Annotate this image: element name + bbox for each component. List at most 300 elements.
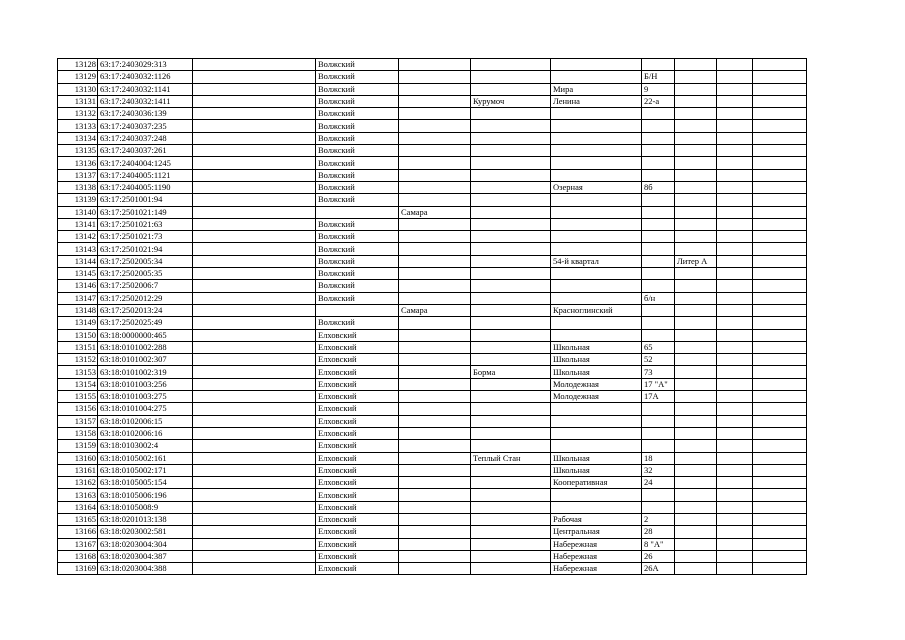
cell-c[interactable] — [193, 341, 316, 353]
locality-cell[interactable] — [471, 440, 551, 452]
building-cell[interactable] — [675, 378, 717, 390]
cadastral-number-cell[interactable]: 63:18:0103002:4 — [98, 440, 193, 452]
street-cell[interactable] — [551, 132, 642, 144]
cell-c[interactable] — [193, 501, 316, 513]
cell-j[interactable] — [717, 132, 753, 144]
cadastral-number-cell[interactable]: 63:18:0203002:581 — [98, 526, 193, 538]
district-cell[interactable]: Елховский — [316, 403, 399, 415]
house-cell[interactable] — [642, 403, 675, 415]
district-cell[interactable]: Елховский — [316, 378, 399, 390]
cell-k[interactable] — [753, 329, 807, 341]
row-number-cell[interactable]: 13137 — [58, 169, 98, 181]
district-cell[interactable]: Волжский — [316, 59, 399, 71]
building-cell[interactable] — [675, 268, 717, 280]
city-cell[interactable] — [399, 317, 471, 329]
cell-k[interactable] — [753, 513, 807, 525]
house-cell[interactable] — [642, 206, 675, 218]
cell-j[interactable] — [717, 366, 753, 378]
locality-cell[interactable]: Теплый Стан — [471, 452, 551, 464]
cell-k[interactable] — [753, 489, 807, 501]
house-cell[interactable] — [642, 501, 675, 513]
cell-j[interactable] — [717, 403, 753, 415]
locality-cell[interactable] — [471, 218, 551, 230]
street-cell[interactable]: Кооперативная — [551, 477, 642, 489]
cell-j[interactable] — [717, 341, 753, 353]
cell-c[interactable] — [193, 280, 316, 292]
row-number-cell[interactable]: 13149 — [58, 317, 98, 329]
building-cell[interactable] — [675, 464, 717, 476]
city-cell[interactable] — [399, 95, 471, 107]
cadastral-number-cell[interactable]: 63:17:2403037:261 — [98, 145, 193, 157]
locality-cell[interactable] — [471, 132, 551, 144]
building-cell[interactable] — [675, 354, 717, 366]
city-cell[interactable] — [399, 415, 471, 427]
district-cell[interactable]: Елховский — [316, 526, 399, 538]
street-cell[interactable]: Набережная — [551, 538, 642, 550]
cadastral-number-cell[interactable]: 63:18:0105005:154 — [98, 477, 193, 489]
row-number-cell[interactable]: 13157 — [58, 415, 98, 427]
city-cell[interactable] — [399, 464, 471, 476]
cadastral-number-cell[interactable]: 63:17:2502005:35 — [98, 268, 193, 280]
cell-k[interactable] — [753, 403, 807, 415]
street-cell[interactable] — [551, 231, 642, 243]
cell-c[interactable] — [193, 354, 316, 366]
cell-j[interactable] — [717, 108, 753, 120]
district-cell[interactable]: Елховский — [316, 452, 399, 464]
row-number-cell[interactable]: 13139 — [58, 194, 98, 206]
locality-cell[interactable] — [471, 391, 551, 403]
row-number-cell[interactable]: 13144 — [58, 255, 98, 267]
cell-k[interactable] — [753, 304, 807, 316]
cell-c[interactable] — [193, 391, 316, 403]
cadastral-number-cell[interactable]: 63:17:2501021:63 — [98, 218, 193, 230]
street-cell[interactable] — [551, 218, 642, 230]
building-cell[interactable] — [675, 477, 717, 489]
district-cell[interactable]: Волжский — [316, 145, 399, 157]
street-cell[interactable] — [551, 59, 642, 71]
city-cell[interactable] — [399, 157, 471, 169]
cell-j[interactable] — [717, 145, 753, 157]
cell-k[interactable] — [753, 378, 807, 390]
street-cell[interactable] — [551, 415, 642, 427]
cell-k[interactable] — [753, 268, 807, 280]
building-cell[interactable] — [675, 513, 717, 525]
cell-j[interactable] — [717, 526, 753, 538]
locality-cell[interactable]: Борма — [471, 366, 551, 378]
street-cell[interactable]: Набережная — [551, 563, 642, 575]
cell-k[interactable] — [753, 194, 807, 206]
cadastral-number-cell[interactable]: 63:18:0101003:275 — [98, 391, 193, 403]
row-number-cell[interactable]: 13164 — [58, 501, 98, 513]
building-cell[interactable] — [675, 415, 717, 427]
locality-cell[interactable] — [471, 194, 551, 206]
cell-j[interactable] — [717, 317, 753, 329]
cadastral-number-cell[interactable]: 63:18:0203004:304 — [98, 538, 193, 550]
cadastral-number-cell[interactable]: 63:17:2403036:139 — [98, 108, 193, 120]
city-cell[interactable]: Самара — [399, 304, 471, 316]
house-cell[interactable] — [642, 280, 675, 292]
cadastral-number-cell[interactable]: 63:18:0101002:288 — [98, 341, 193, 353]
city-cell[interactable] — [399, 169, 471, 181]
cell-k[interactable] — [753, 526, 807, 538]
row-number-cell[interactable]: 13161 — [58, 464, 98, 476]
cell-k[interactable] — [753, 538, 807, 550]
house-cell[interactable] — [642, 218, 675, 230]
city-cell[interactable] — [399, 329, 471, 341]
cell-k[interactable] — [753, 415, 807, 427]
street-cell[interactable] — [551, 501, 642, 513]
cell-c[interactable] — [193, 169, 316, 181]
house-cell[interactable]: 17 "А" — [642, 378, 675, 390]
cadastral-number-cell[interactable]: 63:18:0101004:275 — [98, 403, 193, 415]
cadastral-number-cell[interactable]: 63:18:0105002:161 — [98, 452, 193, 464]
cell-j[interactable] — [717, 218, 753, 230]
row-number-cell[interactable]: 13167 — [58, 538, 98, 550]
street-cell[interactable] — [551, 329, 642, 341]
district-cell[interactable]: Елховский — [316, 464, 399, 476]
cell-c[interactable] — [193, 71, 316, 83]
house-cell[interactable] — [642, 231, 675, 243]
cell-c[interactable] — [193, 464, 316, 476]
cell-k[interactable] — [753, 218, 807, 230]
building-cell[interactable] — [675, 120, 717, 132]
cadastral-number-cell[interactable]: 63:18:0101003:256 — [98, 378, 193, 390]
cell-c[interactable] — [193, 145, 316, 157]
cadastral-number-cell[interactable]: 63:17:2403032:1126 — [98, 71, 193, 83]
locality-cell[interactable] — [471, 501, 551, 513]
cell-j[interactable] — [717, 169, 753, 181]
house-cell[interactable]: 32 — [642, 464, 675, 476]
cell-j[interactable] — [717, 243, 753, 255]
house-cell[interactable] — [642, 145, 675, 157]
city-cell[interactable] — [399, 403, 471, 415]
cell-c[interactable] — [193, 329, 316, 341]
locality-cell[interactable] — [471, 71, 551, 83]
cell-c[interactable] — [193, 440, 316, 452]
cell-k[interactable] — [753, 341, 807, 353]
city-cell[interactable] — [399, 341, 471, 353]
building-cell[interactable] — [675, 206, 717, 218]
cell-j[interactable] — [717, 59, 753, 71]
district-cell[interactable]: Волжский — [316, 108, 399, 120]
district-cell[interactable]: Волжский — [316, 218, 399, 230]
house-cell[interactable] — [642, 169, 675, 181]
cell-c[interactable] — [193, 181, 316, 193]
locality-cell[interactable] — [471, 477, 551, 489]
cell-j[interactable] — [717, 268, 753, 280]
row-number-cell[interactable]: 13129 — [58, 71, 98, 83]
cell-j[interactable] — [717, 489, 753, 501]
street-cell[interactable]: Школьная — [551, 464, 642, 476]
cell-k[interactable] — [753, 108, 807, 120]
district-cell[interactable]: Волжский — [316, 181, 399, 193]
cadastral-number-cell[interactable]: 63:17:2403029:313 — [98, 59, 193, 71]
cell-j[interactable] — [717, 464, 753, 476]
cell-j[interactable] — [717, 71, 753, 83]
city-cell[interactable] — [399, 391, 471, 403]
street-cell[interactable]: Молодежная — [551, 391, 642, 403]
cell-c[interactable] — [193, 403, 316, 415]
district-cell[interactable]: Волжский — [316, 95, 399, 107]
locality-cell[interactable] — [471, 489, 551, 501]
locality-cell[interactable] — [471, 169, 551, 181]
cell-c[interactable] — [193, 157, 316, 169]
district-cell[interactable]: Елховский — [316, 563, 399, 575]
cell-k[interactable] — [753, 231, 807, 243]
locality-cell[interactable] — [471, 538, 551, 550]
city-cell[interactable] — [399, 427, 471, 439]
city-cell[interactable] — [399, 255, 471, 267]
cell-j[interactable] — [717, 550, 753, 562]
building-cell[interactable] — [675, 403, 717, 415]
city-cell[interactable] — [399, 243, 471, 255]
row-number-cell[interactable]: 13155 — [58, 391, 98, 403]
building-cell[interactable] — [675, 194, 717, 206]
cell-k[interactable] — [753, 440, 807, 452]
row-number-cell[interactable]: 13133 — [58, 120, 98, 132]
street-cell[interactable] — [551, 194, 642, 206]
cell-k[interactable] — [753, 391, 807, 403]
street-cell[interactable]: Красноглинский — [551, 304, 642, 316]
cell-k[interactable] — [753, 477, 807, 489]
cadastral-number-cell[interactable]: 63:17:2403037:248 — [98, 132, 193, 144]
cadastral-number-cell[interactable]: 63:17:2502006:7 — [98, 280, 193, 292]
house-cell[interactable] — [642, 304, 675, 316]
locality-cell[interactable] — [471, 243, 551, 255]
row-number-cell[interactable]: 13163 — [58, 489, 98, 501]
cell-k[interactable] — [753, 550, 807, 562]
cell-c[interactable] — [193, 427, 316, 439]
house-cell[interactable]: 65 — [642, 341, 675, 353]
cell-k[interactable] — [753, 132, 807, 144]
row-number-cell[interactable]: 13160 — [58, 452, 98, 464]
house-cell[interactable] — [642, 59, 675, 71]
locality-cell[interactable] — [471, 464, 551, 476]
cell-c[interactable] — [193, 304, 316, 316]
cadastral-number-cell[interactable]: 63:18:0105002:171 — [98, 464, 193, 476]
house-cell[interactable] — [642, 415, 675, 427]
district-cell[interactable]: Елховский — [316, 341, 399, 353]
city-cell[interactable] — [399, 292, 471, 304]
cell-c[interactable] — [193, 513, 316, 525]
building-cell[interactable] — [675, 71, 717, 83]
cell-k[interactable] — [753, 145, 807, 157]
locality-cell[interactable] — [471, 231, 551, 243]
street-cell[interactable]: Школьная — [551, 354, 642, 366]
house-cell[interactable]: 2 — [642, 513, 675, 525]
building-cell[interactable] — [675, 108, 717, 120]
house-cell[interactable] — [642, 120, 675, 132]
city-cell[interactable] — [399, 132, 471, 144]
house-cell[interactable]: 18 — [642, 452, 675, 464]
district-cell[interactable]: Елховский — [316, 440, 399, 452]
row-number-cell[interactable]: 13128 — [58, 59, 98, 71]
cadastral-number-cell[interactable]: 63:18:0105008:9 — [98, 501, 193, 513]
building-cell[interactable] — [675, 489, 717, 501]
street-cell[interactable]: Ленина — [551, 95, 642, 107]
cell-c[interactable] — [193, 366, 316, 378]
district-cell[interactable]: Елховский — [316, 550, 399, 562]
cell-j[interactable] — [717, 157, 753, 169]
house-cell[interactable]: Б/Н — [642, 71, 675, 83]
cell-k[interactable] — [753, 292, 807, 304]
cell-c[interactable] — [193, 206, 316, 218]
cadastral-number-cell[interactable]: 63:17:2404004:1245 — [98, 157, 193, 169]
cadastral-number-cell[interactable]: 63:17:2501001:94 — [98, 194, 193, 206]
cell-c[interactable] — [193, 83, 316, 95]
cell-c[interactable] — [193, 317, 316, 329]
cadastral-number-cell[interactable]: 63:18:0101002:307 — [98, 354, 193, 366]
locality-cell[interactable] — [471, 403, 551, 415]
house-cell[interactable] — [642, 268, 675, 280]
cell-c[interactable] — [193, 59, 316, 71]
cell-c[interactable] — [193, 194, 316, 206]
building-cell[interactable] — [675, 231, 717, 243]
locality-cell[interactable] — [471, 157, 551, 169]
street-cell[interactable] — [551, 206, 642, 218]
house-cell[interactable]: 26 — [642, 550, 675, 562]
cadastral-number-cell[interactable]: 63:18:0102006:16 — [98, 427, 193, 439]
building-cell[interactable] — [675, 218, 717, 230]
row-number-cell[interactable]: 13130 — [58, 83, 98, 95]
house-cell[interactable] — [642, 194, 675, 206]
locality-cell[interactable] — [471, 550, 551, 562]
cell-j[interactable] — [717, 255, 753, 267]
row-number-cell[interactable]: 13159 — [58, 440, 98, 452]
city-cell[interactable] — [399, 477, 471, 489]
cell-c[interactable] — [193, 477, 316, 489]
locality-cell[interactable] — [471, 268, 551, 280]
city-cell[interactable] — [399, 194, 471, 206]
cell-c[interactable] — [193, 132, 316, 144]
building-cell[interactable] — [675, 145, 717, 157]
cadastral-number-cell[interactable]: 63:18:0102006:15 — [98, 415, 193, 427]
cell-j[interactable] — [717, 563, 753, 575]
locality-cell[interactable] — [471, 280, 551, 292]
locality-cell[interactable] — [471, 329, 551, 341]
house-cell[interactable] — [642, 243, 675, 255]
district-cell[interactable] — [316, 206, 399, 218]
street-cell[interactable]: Рабочая — [551, 513, 642, 525]
locality-cell[interactable] — [471, 120, 551, 132]
cell-j[interactable] — [717, 194, 753, 206]
building-cell[interactable] — [675, 440, 717, 452]
building-cell[interactable] — [675, 243, 717, 255]
street-cell[interactable]: Мира — [551, 83, 642, 95]
cadastral-number-cell[interactable]: 63:17:2403032:1411 — [98, 95, 193, 107]
cell-j[interactable] — [717, 452, 753, 464]
locality-cell[interactable] — [471, 145, 551, 157]
house-cell[interactable] — [642, 329, 675, 341]
street-cell[interactable]: Центральная — [551, 526, 642, 538]
district-cell[interactable]: Волжский — [316, 83, 399, 95]
city-cell[interactable] — [399, 218, 471, 230]
district-cell[interactable]: Елховский — [316, 415, 399, 427]
cadastral-number-cell[interactable]: 63:17:2403032:1141 — [98, 83, 193, 95]
cadastral-number-cell[interactable]: 63:17:2502012:29 — [98, 292, 193, 304]
cadastral-number-cell[interactable]: 63:17:2404005:1121 — [98, 169, 193, 181]
row-number-cell[interactable]: 13136 — [58, 157, 98, 169]
locality-cell[interactable] — [471, 341, 551, 353]
row-number-cell[interactable]: 13150 — [58, 329, 98, 341]
district-cell[interactable]: Волжский — [316, 120, 399, 132]
cadastral-number-cell[interactable]: 63:18:0105006:196 — [98, 489, 193, 501]
city-cell[interactable] — [399, 452, 471, 464]
city-cell[interactable] — [399, 71, 471, 83]
cell-j[interactable] — [717, 415, 753, 427]
city-cell[interactable] — [399, 145, 471, 157]
district-cell[interactable]: Волжский — [316, 71, 399, 83]
district-cell[interactable]: Елховский — [316, 538, 399, 550]
street-cell[interactable]: Молодежная — [551, 378, 642, 390]
locality-cell[interactable] — [471, 563, 551, 575]
street-cell[interactable]: Школьная — [551, 341, 642, 353]
house-cell[interactable] — [642, 427, 675, 439]
house-cell[interactable]: 22-а — [642, 95, 675, 107]
building-cell[interactable] — [675, 329, 717, 341]
building-cell[interactable] — [675, 280, 717, 292]
cell-c[interactable] — [193, 268, 316, 280]
building-cell[interactable] — [675, 501, 717, 513]
row-number-cell[interactable]: 13162 — [58, 477, 98, 489]
house-cell[interactable]: б/н — [642, 292, 675, 304]
street-cell[interactable] — [551, 120, 642, 132]
cell-j[interactable] — [717, 329, 753, 341]
cell-c[interactable] — [193, 255, 316, 267]
cadastral-number-cell[interactable]: 63:17:2403037:235 — [98, 120, 193, 132]
building-cell[interactable] — [675, 526, 717, 538]
city-cell[interactable] — [399, 526, 471, 538]
cell-c[interactable] — [193, 120, 316, 132]
building-cell[interactable] — [675, 292, 717, 304]
row-number-cell[interactable]: 13145 — [58, 268, 98, 280]
cell-j[interactable] — [717, 427, 753, 439]
city-cell[interactable] — [399, 550, 471, 562]
city-cell[interactable] — [399, 268, 471, 280]
cell-j[interactable] — [717, 120, 753, 132]
cell-j[interactable] — [717, 304, 753, 316]
street-cell[interactable]: Набережная — [551, 550, 642, 562]
building-cell[interactable] — [675, 95, 717, 107]
cell-c[interactable] — [193, 538, 316, 550]
city-cell[interactable] — [399, 59, 471, 71]
cell-j[interactable] — [717, 181, 753, 193]
street-cell[interactable] — [551, 427, 642, 439]
row-number-cell[interactable]: 13166 — [58, 526, 98, 538]
locality-cell[interactable] — [471, 304, 551, 316]
house-cell[interactable] — [642, 489, 675, 501]
district-cell[interactable]: Волжский — [316, 169, 399, 181]
building-cell[interactable] — [675, 427, 717, 439]
district-cell[interactable]: Волжский — [316, 317, 399, 329]
cell-j[interactable] — [717, 513, 753, 525]
district-cell[interactable]: Волжский — [316, 243, 399, 255]
house-cell[interactable]: 17А — [642, 391, 675, 403]
cell-k[interactable] — [753, 255, 807, 267]
city-cell[interactable] — [399, 108, 471, 120]
district-cell[interactable]: Елховский — [316, 366, 399, 378]
row-number-cell[interactable]: 13148 — [58, 304, 98, 316]
cell-c[interactable] — [193, 108, 316, 120]
street-cell[interactable] — [551, 157, 642, 169]
district-cell[interactable]: Елховский — [316, 489, 399, 501]
city-cell[interactable] — [399, 366, 471, 378]
city-cell[interactable] — [399, 440, 471, 452]
district-cell[interactable]: Елховский — [316, 477, 399, 489]
district-cell[interactable]: Елховский — [316, 329, 399, 341]
building-cell[interactable] — [675, 452, 717, 464]
street-cell[interactable] — [551, 489, 642, 501]
